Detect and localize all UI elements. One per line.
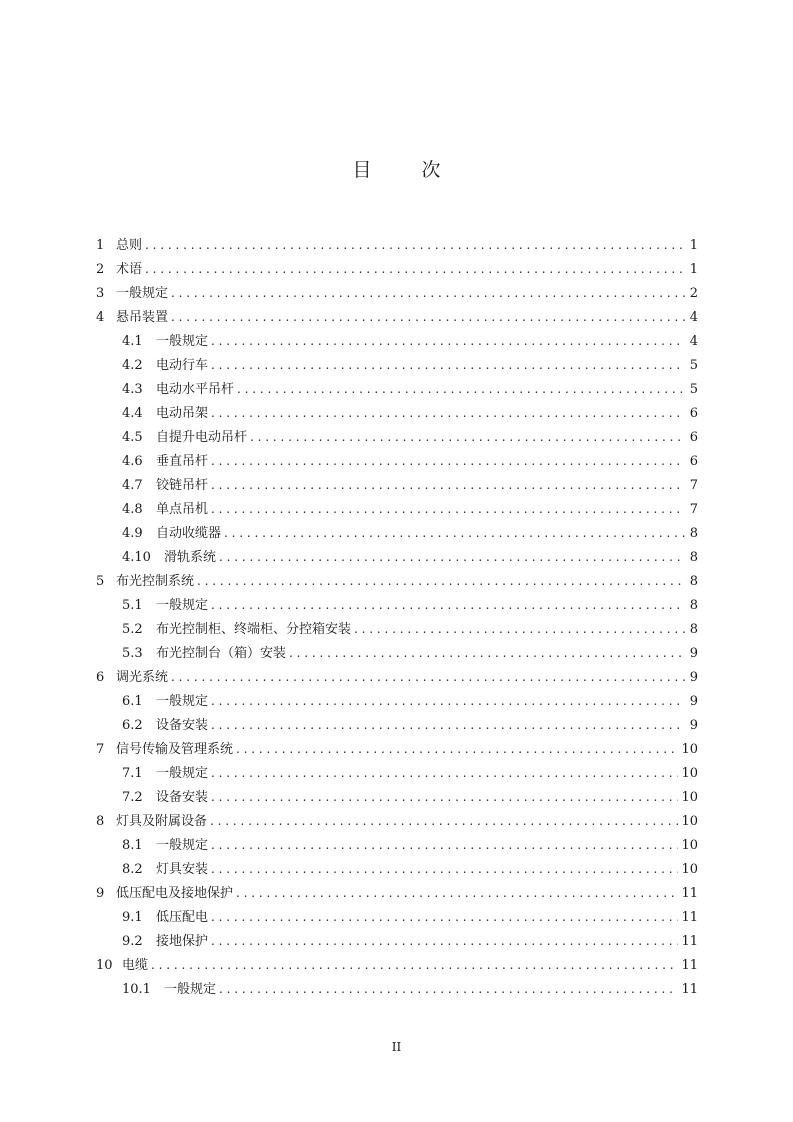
dot-leader xyxy=(211,497,685,521)
toc-entry-label: 布光控制台（箱）安装 xyxy=(156,646,287,661)
toc-entry[interactable] xyxy=(96,785,698,809)
toc-entry-label: 一般规定 xyxy=(156,598,209,613)
dot-leader xyxy=(211,473,685,497)
toc-entry-label: 调光系统 xyxy=(116,670,169,685)
toc-entry[interactable] xyxy=(96,689,698,713)
toc-entry-number: 5 xyxy=(96,574,105,589)
toc-entry-number: 4.3 xyxy=(122,382,143,397)
toc-entry[interactable] xyxy=(96,857,698,881)
dot-leader xyxy=(171,305,685,329)
toc-entry[interactable] xyxy=(96,737,698,761)
toc-entry[interactable] xyxy=(96,713,698,737)
dot-leader xyxy=(171,665,685,689)
toc-entry-number: 2 xyxy=(96,262,105,277)
toc-entry-number: 1 xyxy=(96,238,105,253)
dot-leader xyxy=(211,353,685,377)
toc-entry-page: 8 xyxy=(689,526,698,541)
dot-leader xyxy=(145,233,685,257)
dot-leader xyxy=(211,761,678,785)
toc-entry-label: 灯具及附属设备 xyxy=(116,814,208,829)
toc-entry[interactable] xyxy=(96,233,698,257)
toc-entry-page: 10 xyxy=(681,814,698,829)
toc-entry-page: 4 xyxy=(689,310,698,325)
toc-entry-number: 4.7 xyxy=(122,478,143,493)
toc-entry[interactable] xyxy=(96,761,698,785)
toc-entry[interactable] xyxy=(96,305,698,329)
toc-entry[interactable] xyxy=(96,521,698,545)
toc-entry-label: 一般规定 xyxy=(116,286,169,301)
toc-entry-number: 10.1 xyxy=(122,982,151,997)
dot-leader xyxy=(211,329,685,353)
toc-entry[interactable] xyxy=(96,281,698,305)
toc-entry[interactable] xyxy=(96,617,698,641)
dot-leader xyxy=(219,545,685,569)
toc-entry[interactable] xyxy=(96,929,698,953)
dot-leader xyxy=(219,977,678,1001)
page-number-footer: II xyxy=(391,1040,402,1054)
toc-entry[interactable] xyxy=(96,257,698,281)
toc-entry-label: 电动行车 xyxy=(156,358,209,373)
toc-entry[interactable] xyxy=(96,593,698,617)
toc-entry[interactable] xyxy=(96,641,698,665)
toc-entry[interactable] xyxy=(96,449,698,473)
toc-entry-label: 电动吊架 xyxy=(156,406,209,421)
toc-entry-label: 设备安装 xyxy=(156,790,209,805)
toc-entry-page: 6 xyxy=(689,454,698,469)
toc-entry-number: 4.1 xyxy=(122,334,143,349)
toc-entry-number: 4 xyxy=(96,310,105,325)
toc-entry-page: 8 xyxy=(689,622,698,637)
dot-leader xyxy=(289,641,685,665)
toc-entry-page: 11 xyxy=(681,982,698,997)
toc-entry-page: 6 xyxy=(689,430,698,445)
toc-entry-number: 6.2 xyxy=(122,718,143,733)
toc-entry[interactable] xyxy=(96,833,698,857)
toc-entry[interactable] xyxy=(96,473,698,497)
toc-entry[interactable] xyxy=(96,329,698,353)
toc-entry-label: 单点吊机 xyxy=(156,502,209,517)
toc-entry-label: 设备安装 xyxy=(156,718,209,733)
page-title: 目 次 xyxy=(352,159,463,181)
toc-entry-page: 10 xyxy=(681,766,698,781)
toc-entry-label: 灯具安装 xyxy=(156,862,209,877)
toc-entry-number: 9 xyxy=(96,886,105,901)
toc-entry-page: 11 xyxy=(681,958,698,973)
toc-entry-page: 9 xyxy=(689,646,698,661)
toc-entry-number: 5.3 xyxy=(122,646,143,661)
dot-leader xyxy=(211,929,678,953)
toc-entry-page: 8 xyxy=(689,550,698,565)
toc-entry-page: 11 xyxy=(681,910,698,925)
dot-leader xyxy=(211,905,678,929)
toc-entry[interactable] xyxy=(96,809,698,833)
toc-entry-page: 4 xyxy=(689,334,698,349)
toc-entry-label: 一般规定 xyxy=(156,334,209,349)
toc-entry-page: 9 xyxy=(689,694,698,709)
toc-entry-number: 4.4 xyxy=(122,406,143,421)
toc-entry-page: 6 xyxy=(689,406,698,421)
toc-entry-number: 7.2 xyxy=(122,790,143,805)
toc-entry-label: 布光控制系统 xyxy=(116,574,195,589)
toc-entry-number: 8 xyxy=(96,814,105,829)
toc-entry-number: 4.8 xyxy=(122,502,143,517)
toc-entry-label: 一般规定 xyxy=(164,982,217,997)
toc-entry-number: 6.1 xyxy=(122,694,143,709)
toc-entry-number: 8.2 xyxy=(122,862,143,877)
toc-entry-page: 10 xyxy=(681,838,698,853)
toc-entry-label: 低压配电及接地保护 xyxy=(116,886,234,901)
dot-leader xyxy=(211,689,685,713)
dot-leader xyxy=(210,809,678,833)
toc-entry-page: 5 xyxy=(689,382,698,397)
toc-entry[interactable] xyxy=(96,977,698,1001)
toc-entry-page: 8 xyxy=(689,574,698,589)
dot-leader xyxy=(250,425,685,449)
toc-entry-page: 9 xyxy=(689,718,698,733)
toc-entry-label: 信号传输及管理系统 xyxy=(116,742,234,757)
toc-entry[interactable] xyxy=(96,881,698,905)
dot-leader xyxy=(171,281,685,305)
toc-entry-label: 自提升电动吊杆 xyxy=(156,430,248,445)
dot-leader xyxy=(211,785,678,809)
toc-entry[interactable] xyxy=(96,545,698,569)
toc-entry-page: 7 xyxy=(689,502,698,517)
dot-leader xyxy=(211,401,685,425)
toc-entry-page: 2 xyxy=(689,286,698,301)
toc-entry-number: 4.5 xyxy=(122,430,143,445)
toc-entry-number: 5.1 xyxy=(122,598,143,613)
toc-entry-page: 8 xyxy=(689,598,698,613)
toc-entry-page: 7 xyxy=(689,478,698,493)
dot-leader xyxy=(211,857,678,881)
toc-entry-number: 7.1 xyxy=(122,766,143,781)
toc-entry-number: 6 xyxy=(96,670,105,685)
dot-leader xyxy=(197,569,685,593)
toc-entry-label: 总则 xyxy=(116,238,143,253)
toc-entry-label: 滑轨系统 xyxy=(164,550,217,565)
toc-entry[interactable] xyxy=(96,425,698,449)
dot-leader xyxy=(236,737,678,761)
toc-entry[interactable] xyxy=(96,665,698,689)
dot-leader xyxy=(237,377,685,401)
toc-entry-number: 10 xyxy=(96,958,113,973)
toc-entry[interactable] xyxy=(96,353,698,377)
toc-entry-label: 自动收缆器 xyxy=(156,526,222,541)
toc-entry-page: 11 xyxy=(681,886,698,901)
toc-entry[interactable] xyxy=(96,569,698,593)
dot-leader xyxy=(211,833,678,857)
toc-entry[interactable] xyxy=(96,377,698,401)
table-of-contents xyxy=(96,233,698,1001)
toc-entry-label: 术语 xyxy=(116,262,143,277)
toc-entry-page: 10 xyxy=(681,862,698,877)
toc-entry-label: 一般规定 xyxy=(156,694,209,709)
dot-leader xyxy=(354,617,685,641)
dot-leader xyxy=(145,257,685,281)
dot-leader xyxy=(211,449,685,473)
toc-entry[interactable] xyxy=(96,905,698,929)
toc-entry-label: 一般规定 xyxy=(156,838,209,853)
toc-entry-number: 3 xyxy=(96,286,105,301)
toc-entry-label: 悬吊装置 xyxy=(116,310,169,325)
toc-entry-label: 一般规定 xyxy=(156,766,209,781)
toc-entry-number: 4.9 xyxy=(122,526,143,541)
toc-entry-number: 9.1 xyxy=(122,910,143,925)
toc-entry-page: 1 xyxy=(689,238,698,253)
toc-entry[interactable] xyxy=(96,401,698,425)
toc-entry-number: 4.2 xyxy=(122,358,143,373)
toc-entry-number: 8.1 xyxy=(122,838,143,853)
toc-entry-number: 9.2 xyxy=(122,934,143,949)
dot-leader xyxy=(151,953,678,977)
toc-entry-page: 5 xyxy=(689,358,698,373)
toc-entry-page: 11 xyxy=(681,934,698,949)
toc-entry-number: 4.10 xyxy=(122,550,151,565)
toc-entry-label: 垂直吊杆 xyxy=(156,454,209,469)
toc-entry-label: 布光控制柜、终端柜、分控箱安装 xyxy=(156,622,352,637)
toc-entry-number: 4.6 xyxy=(122,454,143,469)
dot-leader xyxy=(224,521,685,545)
toc-entry-label: 电缆 xyxy=(122,958,149,973)
toc-entry-label: 铰链吊杆 xyxy=(156,478,209,493)
toc-entry[interactable] xyxy=(96,953,698,977)
toc-entry-page: 9 xyxy=(689,670,698,685)
toc-entry[interactable] xyxy=(96,497,698,521)
toc-entry-label: 低压配电 xyxy=(156,910,209,925)
dot-leader xyxy=(236,881,678,905)
dot-leader xyxy=(211,593,685,617)
toc-entry-number: 7 xyxy=(96,742,105,757)
toc-entry-label: 电动水平吊杆 xyxy=(156,382,235,397)
dot-leader xyxy=(211,713,685,737)
toc-entry-page: 10 xyxy=(681,790,698,805)
toc-entry-page: 1 xyxy=(689,262,698,277)
toc-entry-number: 5.2 xyxy=(122,622,143,637)
toc-entry-label: 接地保护 xyxy=(156,934,209,949)
toc-entry-page: 10 xyxy=(681,742,698,757)
